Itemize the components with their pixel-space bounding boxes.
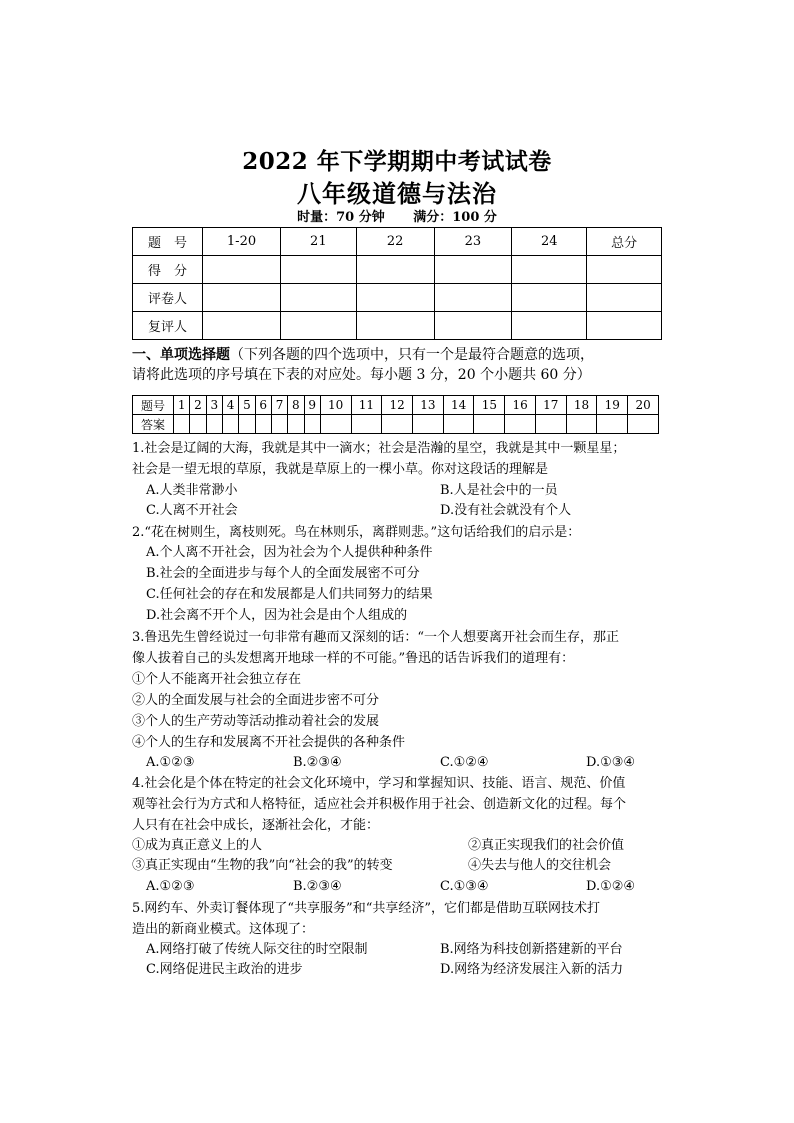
answer-ans-label: 答案 (133, 415, 174, 434)
answer-cell[interactable] (222, 415, 238, 434)
q4-statement-2: ②真正实现我们的社会价值 (468, 838, 625, 853)
answer-num: 13 (413, 396, 444, 415)
answer-num: 14 (443, 396, 474, 415)
q3-option-b[interactable]: B.②③④ (293, 755, 342, 770)
question-line: 4.社会化是个体在特定的社会文化环境中，学习和掌握知识、技能、语言、规范、价值 (132, 776, 626, 791)
answer-cell[interactable] (535, 415, 566, 434)
score-cell[interactable] (280, 284, 356, 312)
score-cell[interactable] (512, 284, 587, 312)
answer-num: 10 (320, 396, 351, 415)
question-1-stem (132, 438, 672, 480)
q4-option-c[interactable]: C.①③④ (440, 879, 489, 894)
answer-num: 8 (288, 396, 304, 415)
answer-cell[interactable] (628, 415, 659, 434)
q1-option-b[interactable]: B.人是社会中的一员 (440, 483, 558, 498)
answer-num: 17 (535, 396, 566, 415)
statement: ②人的全面发展与社会的全面进步密不可分 (132, 693, 380, 708)
time-label: 时量：70 分钟 (297, 210, 385, 225)
answer-cell[interactable] (174, 415, 190, 434)
answer-num: 3 (206, 396, 222, 415)
question-line: 造出的新商业模式。这体现了： (132, 922, 315, 937)
q4-option-a[interactable]: A.①②③ (146, 879, 195, 894)
question-line: 2.“花在树则生，离枝则死。鸟在林则乐，离群则悲。”这句话给我们的启示是： (132, 525, 581, 540)
score-header-cell: 题 号 (133, 228, 203, 256)
score-header-cell: 24 (512, 228, 587, 256)
q4-statement-3: ③真正实现由“生物的我”向“社会的我”的转变 (132, 858, 393, 873)
statement: ①个人不能离开社会独立存在 (132, 672, 302, 687)
q1-option-d[interactable]: D.没有社会就没有个人 (440, 503, 572, 518)
score-cell[interactable] (587, 312, 662, 340)
score-cell[interactable] (356, 284, 434, 312)
answer-fill-row (133, 415, 659, 434)
question-3-stem (132, 627, 672, 753)
statement: ③个人的生产劳动等活动推动着社会的发展 (132, 714, 380, 729)
q5-option-d[interactable]: D.网络为经济发展注入新的活力 (440, 962, 624, 977)
score-cell[interactable] (434, 284, 512, 312)
score-cell[interactable] (434, 312, 512, 340)
answer-cell[interactable] (505, 415, 536, 434)
score-cell[interactable] (587, 284, 662, 312)
answer-cell[interactable] (443, 415, 474, 434)
question-line: 观等社会行为方式和人格特征，适应社会并积极作用于社会、创造新文化的过程。每个 (132, 797, 627, 812)
question-line: 3.鲁迅先生曾经说过一句非常有趣而又深刻的话：“一个人想要离开社会而生存，那正 (132, 630, 620, 645)
answer-cell[interactable] (288, 415, 304, 434)
answer-number-row (133, 396, 659, 415)
score-cell[interactable] (203, 256, 281, 284)
time-and-score-line (0, 206, 794, 225)
answer-cell[interactable] (190, 415, 206, 434)
answer-num: 4 (222, 396, 238, 415)
section-instructions-a: （下列各题的四个选项中，只有一个是最符合题意的选项， (230, 347, 594, 363)
reviewer-row (133, 312, 662, 340)
grader-row-label: 评卷人 (133, 284, 203, 312)
answer-num: 1 (174, 396, 190, 415)
exam-title: 2022 年下学期期中考试试卷 (242, 148, 552, 175)
q3-option-a[interactable]: A.①②③ (146, 755, 195, 770)
answer-num: 6 (255, 396, 271, 415)
answer-num: 7 (271, 396, 287, 415)
section-heading (132, 345, 672, 385)
answer-cell[interactable] (239, 415, 255, 434)
question-line: 社会是一望无垠的草原，我就是草原上的一棵小草。你对这段话的理解是 (132, 462, 549, 477)
answer-table (132, 395, 659, 434)
answer-cell[interactable] (271, 415, 287, 434)
q3-option-d[interactable]: D.①③④ (586, 755, 636, 770)
answer-cell[interactable] (413, 415, 444, 434)
question-4-stem (132, 773, 672, 836)
score-cell[interactable] (587, 256, 662, 284)
section-title: 一、单项选择题 (132, 347, 230, 363)
score-cell[interactable] (280, 312, 356, 340)
score-header-cell: 23 (434, 228, 512, 256)
question-line: 5.网约车、外卖订餐体现了“共享服务”和“共享经济”，它们都是借助互联网技术打 (132, 901, 600, 916)
q3-option-c[interactable]: C.①②④ (440, 755, 489, 770)
subject-title: 八年级道德与法治 (297, 179, 497, 208)
grader-row (133, 284, 662, 312)
answer-num: 12 (382, 396, 413, 415)
q5-option-a[interactable]: A.网络打破了传统人际交往的时空限制 (146, 942, 368, 957)
score-row (133, 256, 662, 284)
answer-cell[interactable] (474, 415, 505, 434)
answer-cell[interactable] (255, 415, 271, 434)
answer-cell[interactable] (320, 415, 351, 434)
answer-num: 18 (566, 396, 597, 415)
q2-option-b[interactable]: B.社会的全面进步与每个人的全面发展密不可分 (146, 566, 420, 581)
q1-option-c[interactable]: C.人离不开社会 (146, 503, 238, 518)
answer-num: 11 (351, 396, 382, 415)
score-cell[interactable] (512, 256, 587, 284)
q4-statement-1: ①成为真正意义上的人 (132, 838, 263, 853)
q4-option-b[interactable]: B.②③④ (293, 879, 342, 894)
answer-num: 20 (628, 396, 659, 415)
score-cell[interactable] (356, 312, 434, 340)
q5-option-b[interactable]: B.网络为科技创新搭建新的平台 (440, 942, 623, 957)
score-header-cell: 总分 (587, 228, 662, 256)
answer-num: 16 (505, 396, 536, 415)
section-instructions-b: 请将此选项的序号填在下表的对应处。每小题 3 分，20 个小题共 60 分） (132, 367, 591, 383)
score-cell[interactable] (203, 284, 281, 312)
score-cell[interactable] (280, 256, 356, 284)
answer-cell[interactable] (304, 415, 320, 434)
reviewer-row-label: 复评人 (133, 312, 203, 340)
question-line: 像人拔着自己的头发想离开地球一样的不可能。”鲁迅的话告诉我们的道理有： (132, 651, 575, 666)
q2-option-c[interactable]: C.任何社会的存在和发展都是人们共同努力的结果 (146, 587, 433, 602)
score-cell[interactable] (434, 256, 512, 284)
q4-statement-4: ④失去与他人的交往机会 (468, 858, 612, 873)
question-2-stem (132, 522, 672, 543)
score-cell[interactable] (356, 256, 434, 284)
answer-num: 19 (597, 396, 628, 415)
answer-cell[interactable] (597, 415, 628, 434)
q4-option-d[interactable]: D.①②④ (586, 879, 636, 894)
score-header-cell: 22 (356, 228, 434, 256)
answer-cell[interactable] (206, 415, 222, 434)
score-table (132, 227, 662, 340)
q1-option-a[interactable]: A.人类非常渺小 (146, 483, 238, 498)
q5-option-c[interactable]: C.网络促进民主政治的进步 (146, 962, 303, 977)
score-header-cell: 1-20 (203, 228, 281, 256)
answer-num: 2 (190, 396, 206, 415)
score-cell[interactable] (203, 312, 281, 340)
answer-num-label: 题号 (133, 396, 174, 415)
score-cell[interactable] (512, 312, 587, 340)
q2-option-d[interactable]: D.社会离不开个人，因为社会是由个人组成的 (146, 608, 408, 623)
question-5-stem (132, 898, 672, 940)
question-line: 人只有在社会中成长，逐渐社会化，才能： (132, 818, 380, 833)
question-line: 1.社会是辽阔的大海，我就是其中一滴水；社会是浩瀚的星空，我就是其中一颗星星； (132, 441, 626, 456)
q2-option-a[interactable]: A.个人离不开社会，因为社会为个人提供种种条件 (146, 545, 433, 560)
answer-cell[interactable] (566, 415, 597, 434)
answer-cell[interactable] (351, 415, 382, 434)
answer-cell[interactable] (382, 415, 413, 434)
score-table-header-row (133, 228, 662, 256)
answer-num: 9 (304, 396, 320, 415)
answer-num: 15 (474, 396, 505, 415)
score-row-label: 得 分 (133, 256, 203, 284)
full-score-label: 满分：100 分 (413, 210, 497, 225)
score-header-cell: 21 (280, 228, 356, 256)
answer-num: 5 (239, 396, 255, 415)
statement: ④个人的生存和发展离不开社会提供的各种条件 (132, 735, 406, 750)
